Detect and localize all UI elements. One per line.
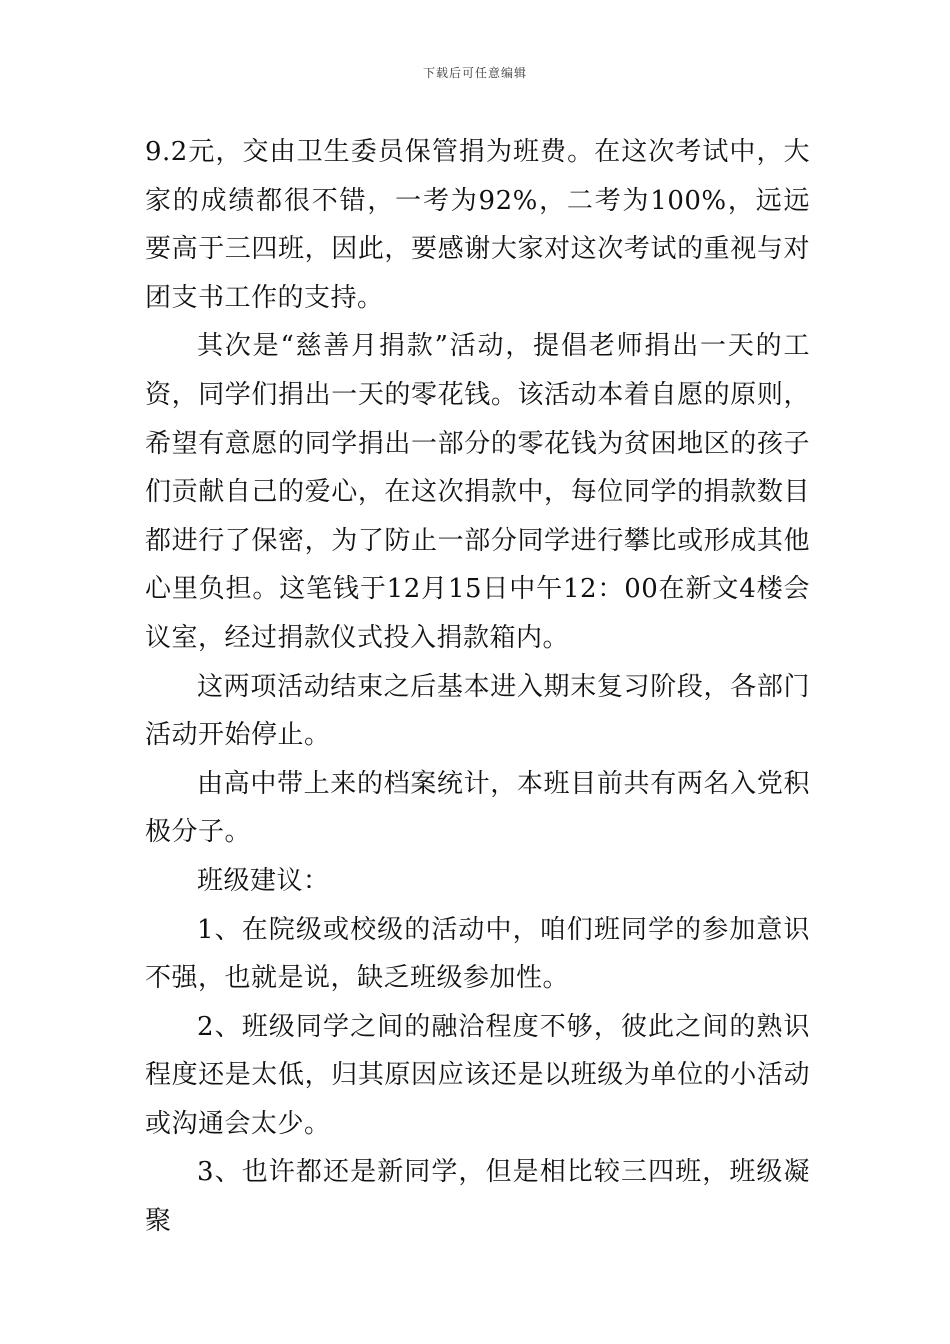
paragraph-2: 其次是“慈善月捐款”活动，提倡老师捐出一天的工资，同学们捐出一天的零花钱。该活动本着自愿的原则，希望有意愿的同学捐出一部分的零花钱为贫困地区的孩子们贡献自己的爱心，在这次捐款中，每位同学的捐款数目都进行了保密，为了防止一部分同学进行攀比或形成其他心里负担。这笔钱于12月15日中午12：00在新文4楼会议室，经过捐款仪式投入捐款箱内。 xyxy=(145,331,810,653)
paragraph-1: 9.2元，交由卫生委员保管捐为班费。在这次考试中，大家的成绩都很不错，一考为92%，二考为100%，远远要高于三四班，因此，要感谢大家对这次考试的重视与对团支书工作的支持。 xyxy=(145,137,810,313)
paragraph-3: 这两项活动结束之后基本进入期末复习阶段，各部门活动开始停止。 xyxy=(145,671,810,751)
paragraph-6: 1、在院级或校级的活动中，咱们班同学的参加意识不强，也就是说，缺乏班级参加性。 xyxy=(145,914,810,994)
paragraph-8: 3、也许都还是新同学，但是相比较三四班，班级凝聚 xyxy=(145,1157,810,1237)
paragraph-7: 2、班级同学之间的融洽程度不够，彼此之间的熟识程度还是太低，归其原因应该还是以班级为单位的小活动或沟通会太少。 xyxy=(145,1011,810,1139)
paragraph-4: 由高中带上来的档案统计，本班目前共有两名入党积极分子。 xyxy=(145,768,810,848)
paragraph-5: 班级建议： xyxy=(197,865,330,896)
document-body xyxy=(145,128,810,1246)
page-header: 下载后可任意编辑 xyxy=(422,66,527,80)
